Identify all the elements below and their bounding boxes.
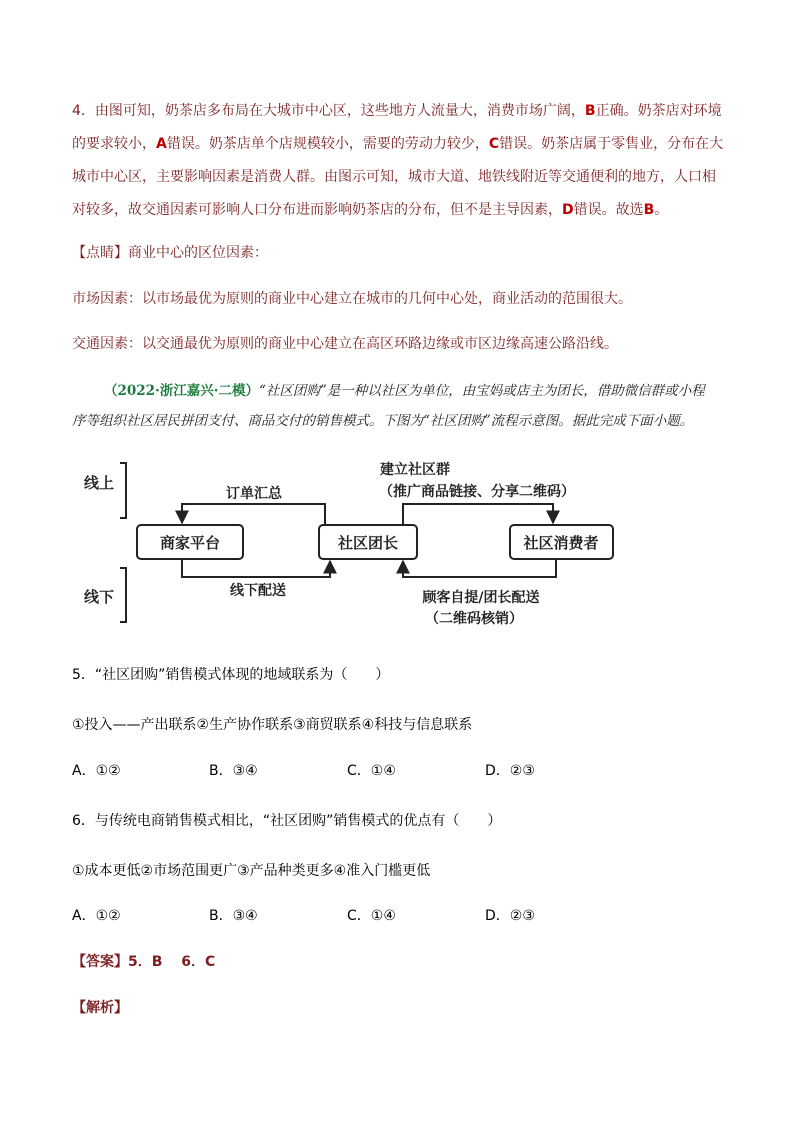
online-label: 线上 (84, 474, 115, 492)
q6-option-c[interactable]: C．①④ (347, 908, 396, 924)
q4-text: 正确。奶茶店对环境 (595, 103, 722, 119)
pickup-arrow (403, 559, 556, 577)
q4-option-letter: B (584, 103, 596, 119)
build-group-detail: （推广商品链接、分享二维码） (379, 484, 575, 500)
community-consumer-label: 社区消费者 (523, 534, 599, 552)
online-bracket (120, 463, 126, 518)
q4-line-2 (72, 133, 723, 153)
offline-label: 线下 (84, 588, 115, 606)
offline-delivery-label: 线下配送 (230, 583, 286, 599)
build-group-label: 建立社区群 (380, 462, 450, 478)
tip-market: 市场因素：以市场最优为原则的商业中心建立在城市的几何中心处，商业活动的范围很大。 (72, 291, 632, 307)
answer-row (72, 951, 215, 971)
q4-line-3 (72, 166, 716, 186)
q4-text: 的要求较小， (72, 136, 156, 152)
q4-text: 错误。故选 (573, 202, 644, 218)
q4-text: 城市中心区，主要影响因素是消费人群。由图示可知，城市大道、地铁线附近等交通便利的地方，人口相 (72, 169, 716, 185)
q4-answer-letter: B (643, 202, 655, 218)
q4-line-1 (72, 100, 722, 120)
question-source: （2022·浙江嘉兴·二模） (104, 383, 259, 399)
pickup-detail: （二维码核销） (425, 611, 523, 627)
community-group-buying-diagram (0, 450, 794, 635)
tip-title: 商业中心的区位因素： (128, 245, 268, 261)
q6-items: ①成本更低②市场范围更广③产品种类更多④准入门槛更低 (72, 863, 431, 879)
q4-line-4 (72, 199, 668, 219)
q5-option-c[interactable]: C．①④ (347, 763, 396, 779)
q4-option-letter: C (488, 136, 500, 152)
q5-option-d[interactable]: D．②③ (485, 763, 535, 779)
q6-option-d[interactable]: D．②③ (485, 908, 535, 924)
tip-traffic: 交通因素：以交通最优为原则的商业中心建立在高区环路边缘或市区边缘高速公路沿线。 (72, 336, 618, 352)
intro-line-1 (72, 376, 722, 406)
q6-option-b[interactable]: B．③④ (209, 908, 258, 924)
answer-text: 5．B 6．C (128, 954, 216, 970)
q5-stem: 5．“社区团购”销售模式体现的地域联系为（ ） (72, 667, 390, 683)
pickup-label: 顾客自提/团长配送 (422, 590, 540, 606)
answer-label: 【答案】 (72, 954, 128, 970)
offline-delivery-arrow (182, 559, 330, 577)
community-leader-label: 社区团长 (337, 534, 399, 552)
q4-option-letter: A (156, 136, 167, 152)
order-summary-arrow (182, 504, 325, 525)
q5-items: ①投入——产出联系②生产协作联系③商贸联系④科技与信息联系 (72, 717, 473, 733)
q4-text: 错误。奶茶店属于零售业，分布在大 (499, 136, 724, 152)
q5-option-a[interactable]: A．①② (72, 763, 121, 779)
question-intro (72, 376, 722, 436)
q6-option-a[interactable]: A．①② (72, 908, 121, 924)
q4-text: 对较多，故交通因素可影响人口分布进而影响奶茶店的分布，但不是主导因素， (72, 202, 562, 218)
build-group-arrow (403, 504, 553, 525)
order-summary-label: 订单汇总 (226, 486, 282, 502)
offline-bracket (120, 568, 126, 622)
tip-label: 【点睛】 (72, 245, 128, 261)
q4-option-letter: D (562, 202, 574, 218)
intro-line-2: 序等组织社区居民拼团支付、商品交付的销售模式。下图为“社区团购”流程示意图。据此完成下面小题。 (72, 413, 694, 429)
q6-stem: 6．与传统电商销售模式相比，“社区团购”销售模式的优点有（ ） (72, 813, 502, 829)
intro-text: “社区团购”是一种以社区为单位，由宝妈或店主为团长，借助微信群或小程 (258, 383, 705, 399)
q5-option-b[interactable]: B．③④ (209, 763, 258, 779)
analysis-label: 【解析】 (72, 1000, 128, 1016)
q4-text: 。 (654, 202, 669, 218)
merchant-platform-label: 商家平台 (159, 534, 221, 552)
q4-text: 错误。奶茶店单个店规模较小，需要的劳动力较少， (166, 136, 489, 152)
q4-text: 4．由图可知，奶茶店多布局在大城市中心区，这些地方人流量大，消费市场广阔， (72, 103, 585, 119)
tip-heading (72, 242, 268, 262)
